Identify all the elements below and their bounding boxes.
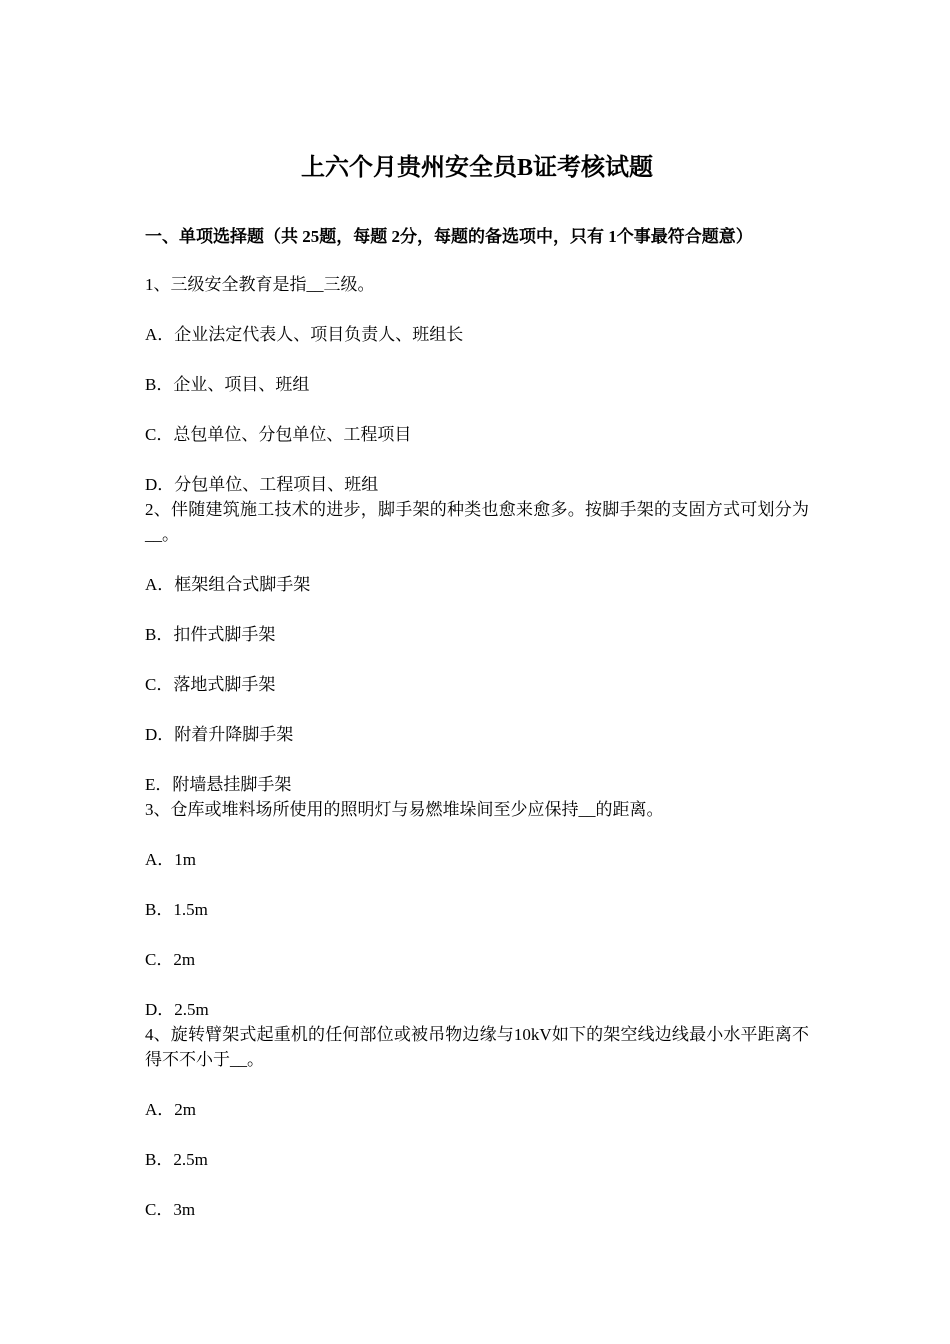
question-2: [145, 497, 809, 797]
answer-option: A．框架组合式脚手架: [145, 575, 311, 594]
answer-option: C．2m: [145, 950, 196, 969]
question-list: [145, 272, 809, 1222]
question-3: [145, 797, 809, 1022]
answer-option: D．2.5m: [145, 1000, 209, 1019]
answer-option: B．2.5m: [145, 1150, 208, 1169]
question-stem: 1、三级安全教育是指__三级。: [145, 275, 375, 294]
answer-option: D．分包单位、工程项目、班组: [145, 475, 379, 494]
question-4: [145, 1022, 809, 1222]
question-1: [145, 272, 809, 497]
answer-option: C．3m: [145, 1200, 196, 1219]
question-stem: 2、伴随建筑施工技术的进步，脚手架的种类也愈来愈多。按脚手架的支固方式可划分为__。: [145, 500, 809, 544]
answer-option: C．总包单位、分包单位、工程项目: [145, 425, 412, 444]
answer-option: A．1m: [145, 850, 196, 869]
document-title: 上六个月贵州安全员B证考核试题: [300, 155, 653, 181]
answer-option: E．附墙悬挂脚手架: [145, 775, 292, 794]
answer-option: B．1.5m: [145, 900, 208, 919]
answer-option: A．企业法定代表人、项目负责人、班组长: [145, 325, 464, 344]
answer-option: D．附着升降脚手架: [145, 725, 294, 744]
answer-option: A．2m: [145, 1100, 196, 1119]
answer-option: C．落地式脚手架: [145, 675, 276, 694]
section-heading: 一、单项选择题（共 25题，每题 2分，每题的备选项中，只有 1个事最符合题意）: [145, 227, 753, 246]
answer-option: B．扣件式脚手架: [145, 625, 276, 644]
question-stem: 3、仓库或堆料场所使用的照明灯与易燃堆垛间至少应保持__的距离。: [145, 800, 664, 819]
answer-option: B．企业、项目、班组: [145, 375, 310, 394]
question-stem: 4、旋转臂架式起重机的任何部位或被吊物边缘与10kV如下的架空线边线最小水平距离不得不不小于__。: [145, 1025, 809, 1069]
